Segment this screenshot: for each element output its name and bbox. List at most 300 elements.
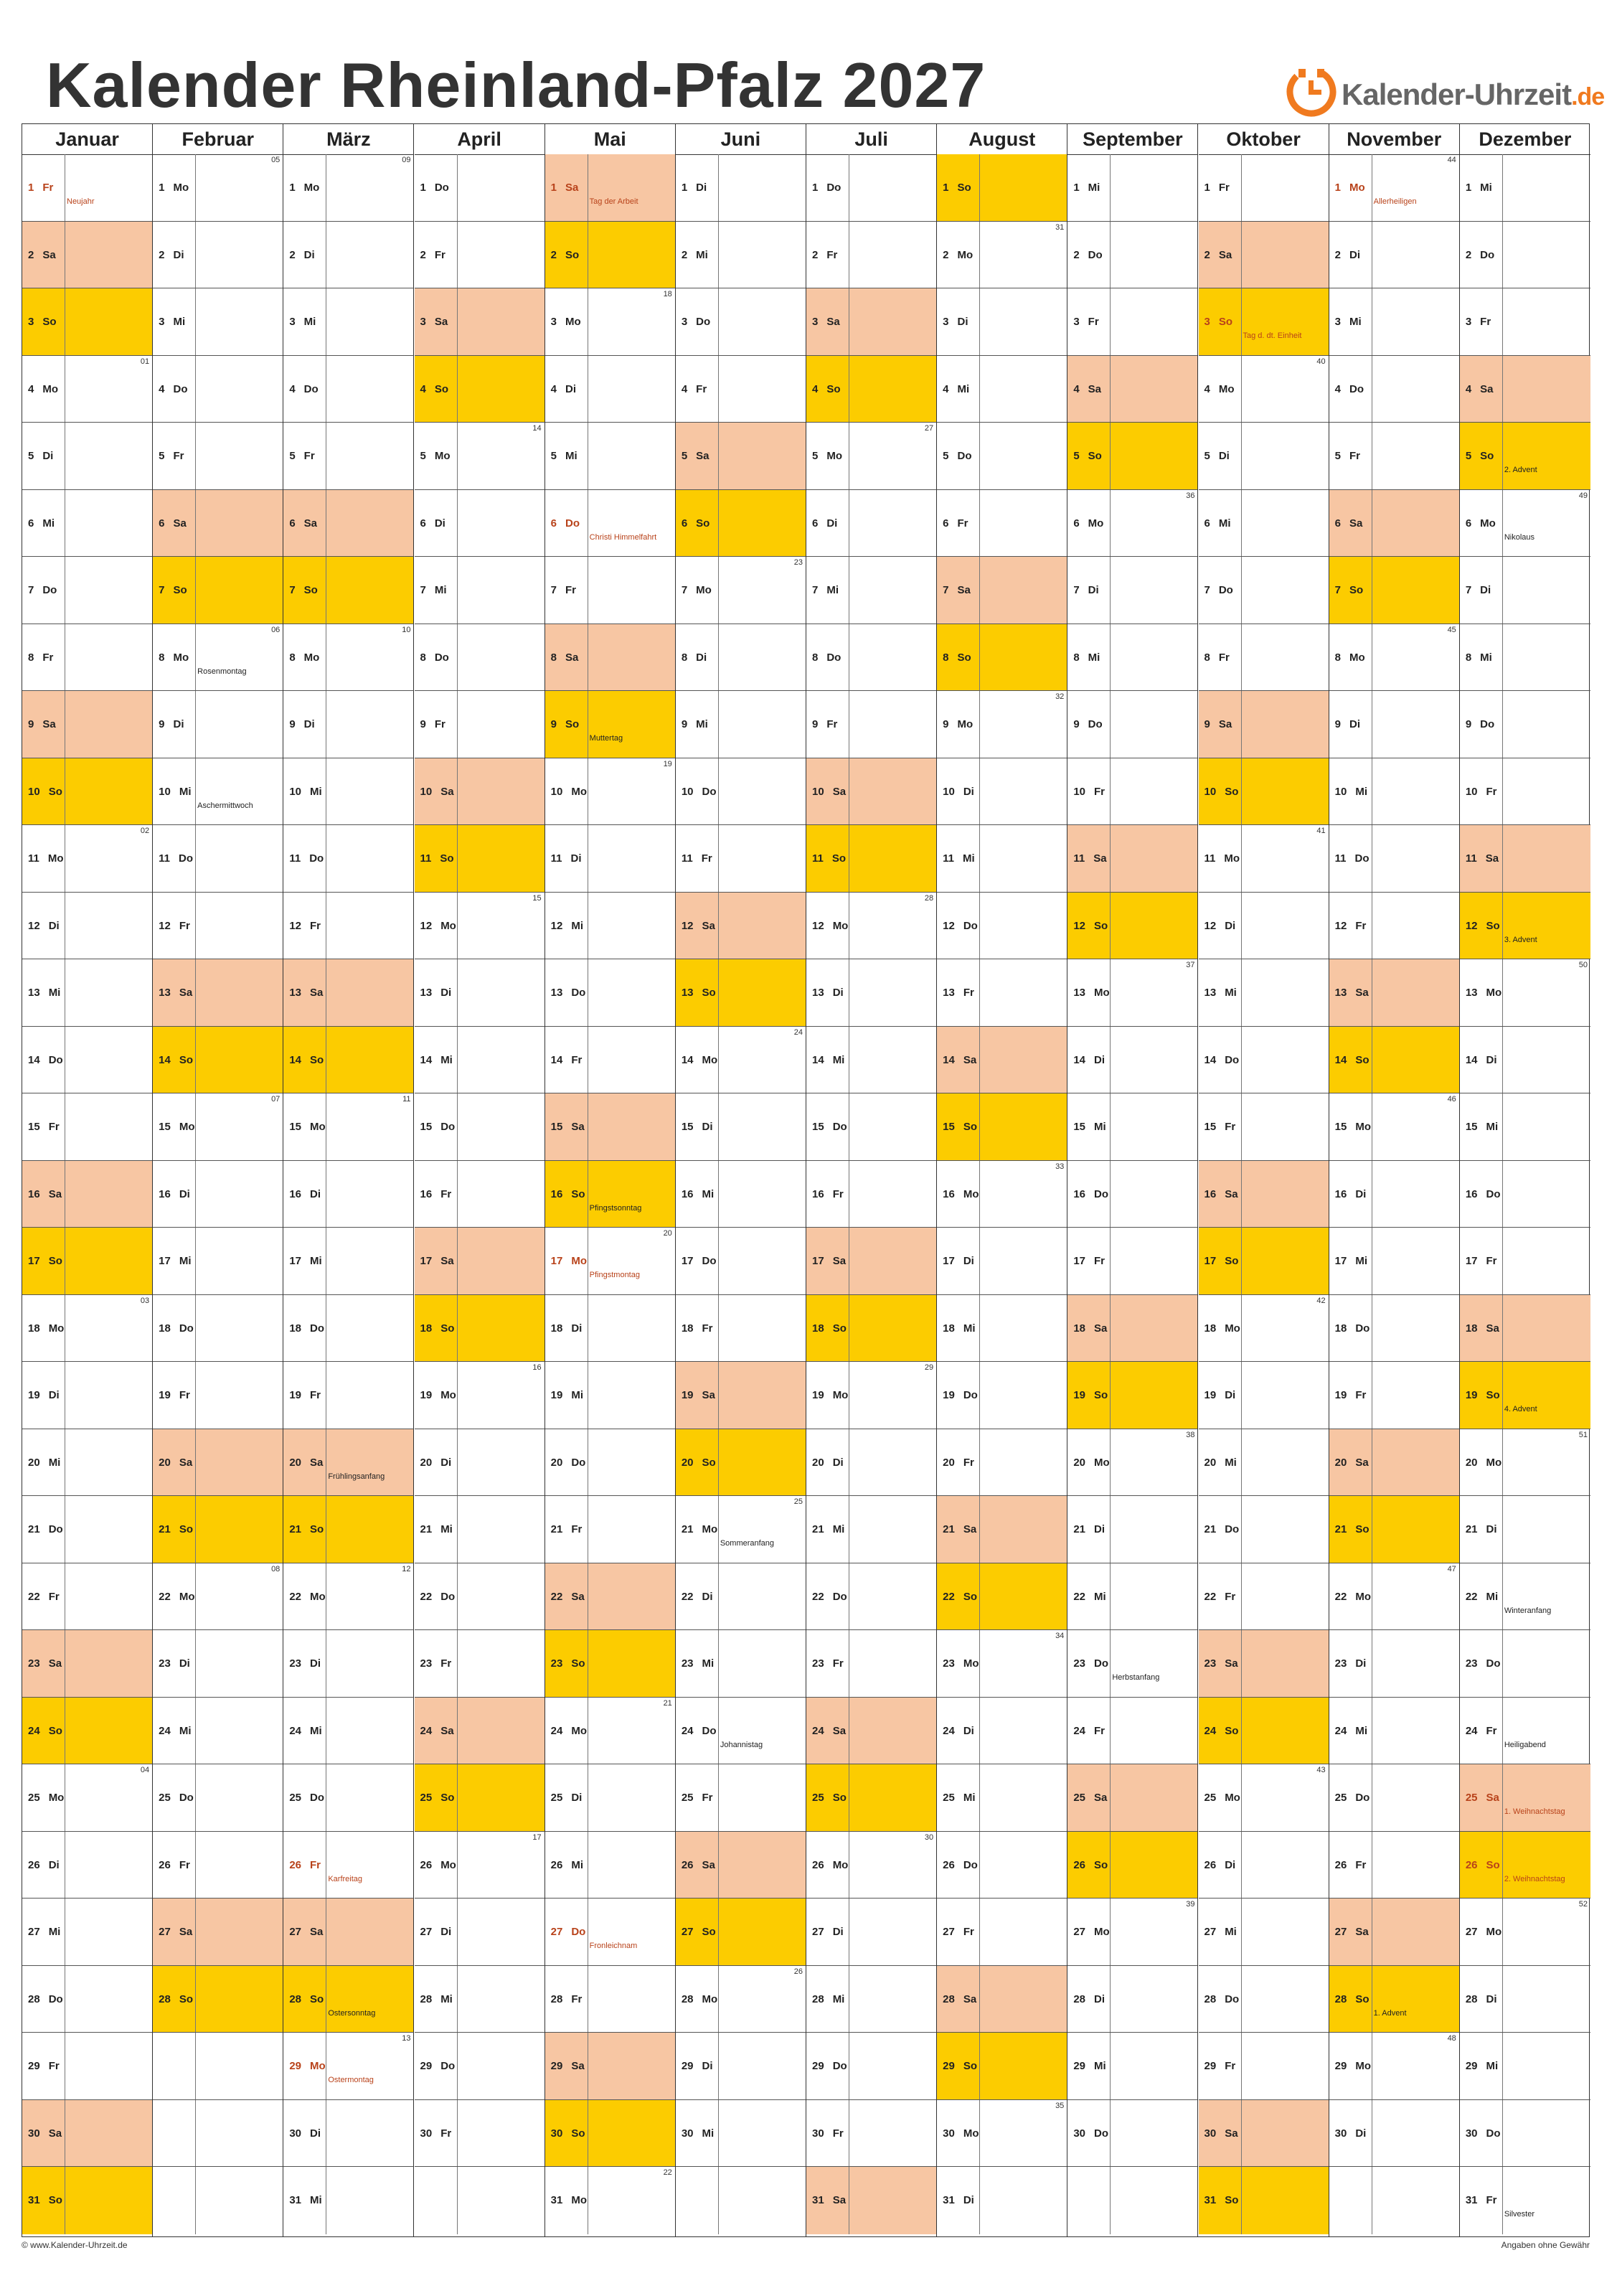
day-cell[interactable]: [1199, 893, 1329, 960]
day-cell[interactable]: [1199, 1362, 1329, 1429]
day-cell[interactable]: [415, 1698, 544, 1765]
day-cell[interactable]: [283, 1295, 413, 1363]
day-cell[interactable]: [676, 1362, 806, 1429]
day-cell[interactable]: [283, 2167, 413, 2234]
day-cell[interactable]: [545, 1429, 675, 1497]
day-cell[interactable]: [1067, 1966, 1197, 2033]
day-cell[interactable]: [806, 825, 936, 893]
day-cell[interactable]: [676, 825, 806, 893]
day-cell[interactable]: [153, 1563, 283, 1631]
day-cell[interactable]: [1460, 1563, 1590, 1631]
day-cell[interactable]: [545, 1698, 675, 1765]
day-cell[interactable]: [1460, 1027, 1590, 1094]
day-cell[interactable]: [283, 222, 413, 289]
day-cell[interactable]: [937, 2033, 1067, 2100]
day-cell[interactable]: [415, 959, 544, 1027]
day-cell[interactable]: [676, 691, 806, 758]
day-cell[interactable]: [1067, 893, 1197, 960]
day-cell[interactable]: [937, 288, 1067, 356]
day-cell[interactable]: [1067, 1027, 1197, 1094]
day-cell[interactable]: [806, 1966, 936, 2033]
day-cell[interactable]: [415, 1966, 544, 2033]
day-cell[interactable]: [806, 1362, 936, 1429]
day-cell[interactable]: [1067, 1161, 1197, 1228]
day-cell[interactable]: [1199, 557, 1329, 624]
day-cell[interactable]: [937, 825, 1067, 893]
day-cell[interactable]: [937, 691, 1067, 758]
day-cell[interactable]: [1199, 1698, 1329, 1765]
day-cell[interactable]: [1329, 959, 1459, 1027]
day-cell[interactable]: [22, 624, 152, 692]
day-cell[interactable]: [1199, 1161, 1329, 1228]
day-cell[interactable]: [1067, 423, 1197, 490]
day-cell[interactable]: [937, 1563, 1067, 1631]
day-cell[interactable]: [415, 1027, 544, 1094]
day-cell[interactable]: [676, 893, 806, 960]
day-cell[interactable]: [415, 288, 544, 356]
day-cell[interactable]: [153, 1295, 283, 1363]
day-cell[interactable]: [806, 959, 936, 1027]
day-cell[interactable]: [1067, 959, 1197, 1027]
day-cell[interactable]: [1067, 557, 1197, 624]
day-cell[interactable]: [283, 893, 413, 960]
day-cell[interactable]: [937, 1027, 1067, 1094]
day-cell[interactable]: [937, 1630, 1067, 1698]
day-cell[interactable]: [1460, 288, 1590, 356]
day-cell[interactable]: [415, 1295, 544, 1363]
day-cell[interactable]: [937, 1764, 1067, 1832]
day-cell[interactable]: [676, 1093, 806, 1161]
day-cell[interactable]: [1067, 288, 1197, 356]
day-cell[interactable]: [415, 2033, 544, 2100]
day-cell[interactable]: [1067, 2100, 1197, 2168]
day-cell[interactable]: [1199, 758, 1329, 826]
day-cell[interactable]: [1329, 1563, 1459, 1631]
day-cell[interactable]: [415, 1161, 544, 1228]
day-cell[interactable]: [676, 1832, 806, 1899]
day-cell[interactable]: [283, 1630, 413, 1698]
day-cell[interactable]: [806, 1764, 936, 1832]
day-cell[interactable]: [1460, 490, 1590, 557]
day-cell[interactable]: [283, 557, 413, 624]
day-cell[interactable]: [415, 758, 544, 826]
day-cell[interactable]: [806, 557, 936, 624]
day-cell[interactable]: [415, 1899, 544, 1966]
day-cell[interactable]: [1460, 959, 1590, 1027]
day-cell[interactable]: [1329, 490, 1459, 557]
day-cell[interactable]: [1460, 758, 1590, 826]
day-cell[interactable]: [806, 1228, 936, 1295]
day-cell[interactable]: [1199, 959, 1329, 1027]
day-cell[interactable]: [1460, 1161, 1590, 1228]
day-cell[interactable]: [806, 222, 936, 289]
day-cell[interactable]: [415, 893, 544, 960]
day-cell[interactable]: [1329, 1764, 1459, 1832]
day-cell[interactable]: [545, 154, 675, 222]
day-cell[interactable]: [1329, 1093, 1459, 1161]
day-cell[interactable]: [937, 893, 1067, 960]
day-cell[interactable]: [937, 557, 1067, 624]
day-cell[interactable]: [937, 758, 1067, 826]
day-cell[interactable]: [937, 1429, 1067, 1497]
day-cell[interactable]: [1067, 1630, 1197, 1698]
day-cell[interactable]: [1460, 1764, 1590, 1832]
day-cell[interactable]: [415, 1429, 544, 1497]
day-cell[interactable]: [1460, 1295, 1590, 1363]
day-cell[interactable]: [283, 1093, 413, 1161]
day-cell[interactable]: [676, 1698, 806, 1765]
day-cell[interactable]: [22, 691, 152, 758]
day-cell[interactable]: [1329, 288, 1459, 356]
day-cell[interactable]: [1329, 1362, 1459, 1429]
day-cell[interactable]: [806, 893, 936, 960]
day-cell[interactable]: [22, 557, 152, 624]
day-cell[interactable]: [1329, 1228, 1459, 1295]
day-cell[interactable]: [545, 2033, 675, 2100]
day-cell[interactable]: [545, 1362, 675, 1429]
day-cell[interactable]: [545, 1228, 675, 1295]
day-cell[interactable]: [1329, 825, 1459, 893]
day-cell[interactable]: [1067, 490, 1197, 557]
day-cell[interactable]: [806, 1698, 936, 1765]
day-cell[interactable]: [415, 423, 544, 490]
day-cell[interactable]: [676, 356, 806, 423]
day-cell[interactable]: [545, 959, 675, 1027]
day-cell[interactable]: [937, 1161, 1067, 1228]
day-cell[interactable]: [1460, 893, 1590, 960]
day-cell[interactable]: [1460, 1630, 1590, 1698]
day-cell[interactable]: [1329, 624, 1459, 692]
day-cell[interactable]: [937, 1093, 1067, 1161]
day-cell[interactable]: [1067, 691, 1197, 758]
day-cell[interactable]: [937, 490, 1067, 557]
day-cell[interactable]: [1329, 1899, 1459, 1966]
day-cell[interactable]: [415, 1362, 544, 1429]
day-cell[interactable]: [676, 1899, 806, 1966]
day-cell[interactable]: [153, 825, 283, 893]
day-cell[interactable]: [415, 1832, 544, 1899]
day-cell[interactable]: [545, 490, 675, 557]
day-cell[interactable]: [806, 490, 936, 557]
day-cell[interactable]: [806, 1295, 936, 1363]
day-cell[interactable]: [22, 423, 152, 490]
day-cell[interactable]: [545, 1563, 675, 1631]
day-cell[interactable]: [1460, 2100, 1590, 2168]
day-cell[interactable]: [545, 2100, 675, 2168]
day-cell[interactable]: [153, 1899, 283, 1966]
day-cell[interactable]: [545, 288, 675, 356]
day-cell[interactable]: [22, 1429, 152, 1497]
day-cell[interactable]: [1199, 288, 1329, 356]
day-cell[interactable]: [1199, 1228, 1329, 1295]
day-cell[interactable]: [283, 288, 413, 356]
day-cell[interactable]: [1199, 490, 1329, 557]
day-cell[interactable]: [22, 959, 152, 1027]
day-cell[interactable]: [806, 1027, 936, 1094]
day-cell[interactable]: [806, 758, 936, 826]
day-cell[interactable]: [545, 557, 675, 624]
day-cell[interactable]: [1460, 691, 1590, 758]
day-cell[interactable]: [676, 1496, 806, 1563]
day-cell[interactable]: [415, 490, 544, 557]
day-cell[interactable]: [676, 1630, 806, 1698]
day-cell[interactable]: [806, 691, 936, 758]
day-cell[interactable]: [22, 1228, 152, 1295]
day-cell[interactable]: [22, 1832, 152, 1899]
day-cell[interactable]: [806, 154, 936, 222]
day-cell[interactable]: [283, 490, 413, 557]
day-cell[interactable]: [545, 356, 675, 423]
day-cell[interactable]: [1199, 222, 1329, 289]
day-cell[interactable]: [1199, 1966, 1329, 2033]
day-cell[interactable]: [1329, 758, 1459, 826]
day-cell[interactable]: [22, 2033, 152, 2100]
day-cell[interactable]: [1460, 1698, 1590, 1765]
day-cell[interactable]: [1199, 2033, 1329, 2100]
day-cell[interactable]: [545, 1093, 675, 1161]
day-cell[interactable]: [283, 758, 413, 826]
day-cell[interactable]: [1460, 1496, 1590, 1563]
day-cell[interactable]: [1067, 1429, 1197, 1497]
day-cell[interactable]: [806, 356, 936, 423]
day-cell[interactable]: [22, 1093, 152, 1161]
day-cell[interactable]: [1199, 1764, 1329, 1832]
day-cell[interactable]: [1460, 2033, 1590, 2100]
day-cell[interactable]: [937, 1698, 1067, 1765]
day-cell[interactable]: [1199, 356, 1329, 423]
day-cell[interactable]: [937, 423, 1067, 490]
day-cell[interactable]: [545, 691, 675, 758]
day-cell[interactable]: [1067, 154, 1197, 222]
day-cell[interactable]: [676, 1295, 806, 1363]
day-cell[interactable]: [1067, 624, 1197, 692]
day-cell[interactable]: [1199, 825, 1329, 893]
day-cell[interactable]: [676, 1429, 806, 1497]
day-cell[interactable]: [1199, 2100, 1329, 2168]
day-cell[interactable]: [545, 1295, 675, 1363]
day-cell[interactable]: [1460, 1899, 1590, 1966]
day-cell[interactable]: [153, 1966, 283, 2033]
day-cell[interactable]: [1329, 423, 1459, 490]
day-cell[interactable]: [153, 222, 283, 289]
day-cell[interactable]: [283, 1027, 413, 1094]
day-cell[interactable]: [1199, 1630, 1329, 1698]
day-cell[interactable]: [806, 288, 936, 356]
day-cell[interactable]: [806, 2033, 936, 2100]
day-cell[interactable]: [22, 1027, 152, 1094]
day-cell[interactable]: [676, 490, 806, 557]
day-cell[interactable]: [415, 1764, 544, 1832]
day-cell[interactable]: [1460, 1228, 1590, 1295]
day-cell[interactable]: [806, 1161, 936, 1228]
day-cell[interactable]: [153, 893, 283, 960]
day-cell[interactable]: [545, 1899, 675, 1966]
day-cell[interactable]: [1199, 423, 1329, 490]
day-cell[interactable]: [153, 490, 283, 557]
day-cell[interactable]: [937, 1832, 1067, 1899]
day-cell[interactable]: [22, 825, 152, 893]
day-cell[interactable]: [545, 1832, 675, 1899]
day-cell[interactable]: [283, 2033, 413, 2100]
day-cell[interactable]: [676, 959, 806, 1027]
day-cell[interactable]: [1460, 2167, 1590, 2234]
day-cell[interactable]: [1067, 1563, 1197, 1631]
day-cell[interactable]: [153, 423, 283, 490]
day-cell[interactable]: [1067, 1295, 1197, 1363]
day-cell[interactable]: [415, 1630, 544, 1698]
day-cell[interactable]: [1067, 1228, 1197, 1295]
day-cell[interactable]: [545, 758, 675, 826]
day-cell[interactable]: [545, 624, 675, 692]
day-cell[interactable]: [153, 1161, 283, 1228]
day-cell[interactable]: [283, 1698, 413, 1765]
day-cell[interactable]: [1460, 557, 1590, 624]
day-cell[interactable]: [153, 1630, 283, 1698]
day-cell[interactable]: [676, 2033, 806, 2100]
day-cell[interactable]: [283, 1764, 413, 1832]
day-cell[interactable]: [937, 1228, 1067, 1295]
day-cell[interactable]: [22, 1630, 152, 1698]
day-cell[interactable]: [415, 691, 544, 758]
day-cell[interactable]: [22, 2167, 152, 2234]
day-cell[interactable]: [806, 2167, 936, 2234]
day-cell[interactable]: [415, 2100, 544, 2168]
day-cell[interactable]: [545, 222, 675, 289]
day-cell[interactable]: [283, 1899, 413, 1966]
day-cell[interactable]: [676, 2100, 806, 2168]
day-cell[interactable]: [153, 1027, 283, 1094]
day-cell[interactable]: [22, 1966, 152, 2033]
day-cell[interactable]: [1067, 1764, 1197, 1832]
day-cell[interactable]: [153, 624, 283, 692]
day-cell[interactable]: [415, 154, 544, 222]
day-cell[interactable]: [153, 1362, 283, 1429]
day-cell[interactable]: [415, 222, 544, 289]
day-cell[interactable]: [1460, 222, 1590, 289]
day-cell[interactable]: [1199, 1496, 1329, 1563]
day-cell[interactable]: [1067, 1899, 1197, 1966]
day-cell[interactable]: [1329, 356, 1459, 423]
day-cell[interactable]: [22, 288, 152, 356]
day-cell[interactable]: [415, 356, 544, 423]
day-cell[interactable]: [1329, 691, 1459, 758]
day-cell[interactable]: [1067, 1496, 1197, 1563]
day-cell[interactable]: [22, 1563, 152, 1631]
day-cell[interactable]: [545, 1966, 675, 2033]
day-cell[interactable]: [1329, 1698, 1459, 1765]
day-cell[interactable]: [545, 1496, 675, 1563]
day-cell[interactable]: [22, 154, 152, 222]
day-cell[interactable]: [153, 1228, 283, 1295]
day-cell[interactable]: [283, 825, 413, 893]
day-cell[interactable]: [806, 1899, 936, 1966]
day-cell[interactable]: [153, 557, 283, 624]
day-cell[interactable]: [283, 1429, 413, 1497]
day-cell[interactable]: [676, 1563, 806, 1631]
day-cell[interactable]: [22, 1161, 152, 1228]
day-cell[interactable]: [1067, 1093, 1197, 1161]
day-cell[interactable]: [283, 691, 413, 758]
day-cell[interactable]: [806, 1429, 936, 1497]
day-cell[interactable]: [937, 154, 1067, 222]
day-cell[interactable]: [153, 1429, 283, 1497]
day-cell[interactable]: [676, 758, 806, 826]
day-cell[interactable]: [1460, 1832, 1590, 1899]
day-cell[interactable]: [806, 1496, 936, 1563]
day-cell[interactable]: [283, 154, 413, 222]
day-cell[interactable]: [937, 1295, 1067, 1363]
day-cell[interactable]: [937, 2167, 1067, 2234]
day-cell[interactable]: [676, 1966, 806, 2033]
day-cell[interactable]: [415, 1093, 544, 1161]
day-cell[interactable]: [283, 1563, 413, 1631]
day-cell[interactable]: [1460, 356, 1590, 423]
day-cell[interactable]: [937, 1899, 1067, 1966]
day-cell[interactable]: [22, 1698, 152, 1765]
day-cell[interactable]: [545, 1764, 675, 1832]
day-cell[interactable]: [1067, 1362, 1197, 1429]
day-cell[interactable]: [1329, 2100, 1459, 2168]
day-cell[interactable]: [545, 825, 675, 893]
day-cell[interactable]: [283, 959, 413, 1027]
day-cell[interactable]: [283, 2100, 413, 2168]
day-cell[interactable]: [1067, 1698, 1197, 1765]
day-cell[interactable]: [283, 1228, 413, 1295]
day-cell[interactable]: [1460, 1966, 1590, 2033]
day-cell[interactable]: [153, 758, 283, 826]
day-cell[interactable]: [1329, 893, 1459, 960]
day-cell[interactable]: [153, 288, 283, 356]
day-cell[interactable]: [1199, 691, 1329, 758]
day-cell[interactable]: [1199, 1899, 1329, 1966]
day-cell[interactable]: [153, 1764, 283, 1832]
day-cell[interactable]: [806, 1563, 936, 1631]
day-cell[interactable]: [676, 1161, 806, 1228]
day-cell[interactable]: [283, 356, 413, 423]
day-cell[interactable]: [1199, 1093, 1329, 1161]
day-cell[interactable]: [1329, 154, 1459, 222]
day-cell[interactable]: [153, 1496, 283, 1563]
day-cell[interactable]: [22, 2100, 152, 2168]
day-cell[interactable]: [676, 624, 806, 692]
day-cell[interactable]: [22, 1764, 152, 1832]
day-cell[interactable]: [1460, 154, 1590, 222]
day-cell[interactable]: [1199, 624, 1329, 692]
day-cell[interactable]: [676, 222, 806, 289]
day-cell[interactable]: [283, 1161, 413, 1228]
day-cell[interactable]: [22, 356, 152, 423]
day-cell[interactable]: [1460, 1362, 1590, 1429]
day-cell[interactable]: [937, 2100, 1067, 2168]
day-cell[interactable]: [1199, 2167, 1329, 2234]
day-cell[interactable]: [545, 423, 675, 490]
day-cell[interactable]: [806, 624, 936, 692]
day-cell[interactable]: [806, 1832, 936, 1899]
day-cell[interactable]: [153, 691, 283, 758]
day-cell[interactable]: [415, 1563, 544, 1631]
day-cell[interactable]: [415, 624, 544, 692]
day-cell[interactable]: [1199, 1295, 1329, 1363]
day-cell[interactable]: [806, 1630, 936, 1698]
day-cell[interactable]: [1329, 1496, 1459, 1563]
day-cell[interactable]: [22, 1362, 152, 1429]
day-cell[interactable]: [1199, 1027, 1329, 1094]
day-cell[interactable]: [1199, 1563, 1329, 1631]
day-cell[interactable]: [22, 490, 152, 557]
day-cell[interactable]: [1329, 2033, 1459, 2100]
day-cell[interactable]: [806, 2100, 936, 2168]
day-cell[interactable]: [1460, 423, 1590, 490]
